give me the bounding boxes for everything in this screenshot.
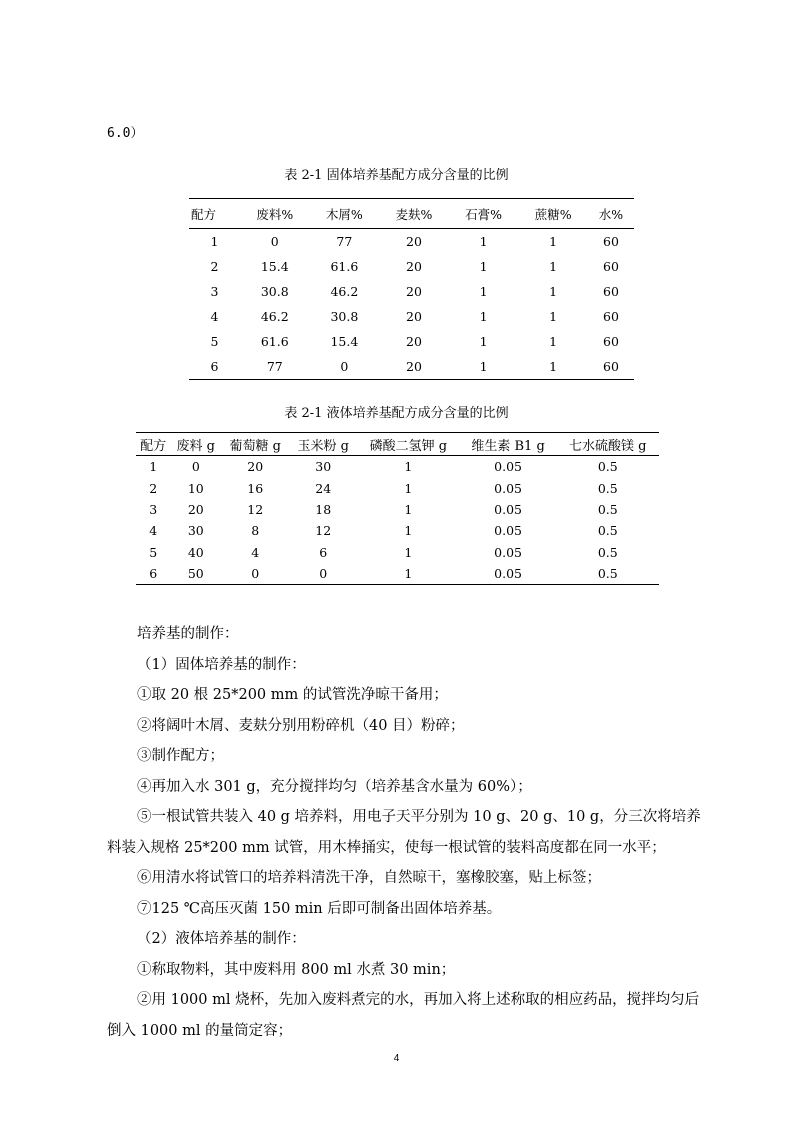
table-cell: 1 bbox=[404, 544, 413, 560]
table-cell: 8 bbox=[251, 523, 260, 539]
table-cell: 1 bbox=[404, 459, 413, 475]
solid-medium-table bbox=[189, 198, 634, 380]
table-cell: 5 bbox=[210, 334, 219, 349]
table-row bbox=[189, 229, 634, 255]
table-cell: 20 bbox=[406, 259, 422, 274]
paragraph: 培养基的制作： bbox=[137, 626, 239, 642]
table-cell: 15.4 bbox=[330, 334, 359, 349]
table-cell: 16 bbox=[247, 480, 264, 496]
table-cell: 40 bbox=[187, 544, 204, 560]
table-cell: 60 bbox=[603, 309, 619, 324]
page-number: 4 bbox=[393, 1053, 400, 1064]
table-cell: 4 bbox=[210, 309, 219, 324]
table-cell: 0 bbox=[251, 566, 260, 582]
table-cell: 20 bbox=[406, 284, 422, 299]
table-cell: 24 bbox=[315, 480, 332, 496]
table-cell: 61.6 bbox=[260, 334, 289, 349]
table-cell: 30.8 bbox=[260, 284, 289, 299]
liquid-medium-table bbox=[136, 432, 659, 585]
table-cell: 1 bbox=[479, 234, 488, 249]
table-cell: 6 bbox=[210, 359, 219, 374]
table-cell: 77 bbox=[336, 234, 353, 249]
table-row bbox=[136, 563, 659, 585]
table-cell: 1 bbox=[479, 334, 488, 349]
table-cell: 30 bbox=[315, 459, 332, 475]
table-cell: 61.6 bbox=[330, 259, 359, 274]
table-cell: 15.4 bbox=[260, 259, 289, 274]
table-cell: 0.5 bbox=[597, 459, 618, 475]
paragraph: ②用 1000 ml 烧杯，先加入废料煮完的水，再加入将上述称取的相应药品，搅拌均匀后倒入 1000 ml 的量筒定容； bbox=[107, 992, 700, 1039]
table-cell: 0.05 bbox=[494, 501, 522, 517]
paragraph: ⑤一根试管共装入 40 g 培养料，用电子天平分别为 10 g、20 g、10 g，分三次将培养料装入规格 25*200 mm 试管，用木棒捅实，使每一根试管的装料高度都在同一水平； bbox=[107, 809, 701, 856]
table-cell: 6 bbox=[319, 544, 328, 560]
table-cell: 3 bbox=[149, 501, 158, 517]
table2-caption: 表 2-1 液体培养基配方成分含量的比例 bbox=[284, 406, 509, 421]
table-cell: 0 bbox=[319, 566, 328, 582]
table-cell: 20 bbox=[406, 309, 422, 324]
paragraph: ①称取物料，其中废料用 800 ml 水煮 30 min； bbox=[137, 961, 456, 978]
table-row bbox=[189, 279, 634, 304]
column-header: 麦麸% bbox=[379, 199, 449, 229]
table-cell: 12 bbox=[315, 523, 332, 539]
paragraph: ③制作配方； bbox=[137, 748, 224, 764]
table-cell: 1 bbox=[210, 234, 219, 249]
table-cell: 6 bbox=[149, 566, 158, 582]
paragraph: ②将阔叶木屑、麦麸分别用粉碎机（40 目）粉碎； bbox=[137, 717, 465, 734]
table-cell: 10 bbox=[187, 480, 204, 496]
table-cell: 5 bbox=[149, 544, 158, 560]
column-header: 水% bbox=[588, 199, 634, 229]
paragraph: ①取 20 根 25*200 mm 的试管洗净晾干备用； bbox=[137, 687, 448, 703]
table-cell: 50 bbox=[187, 566, 204, 582]
paragraph: （2）液体培养基的制作： bbox=[137, 931, 306, 947]
paragraph: ⑦125 ℃高压灭菌 150 min 后即可制备出固体培养基。 bbox=[137, 900, 502, 917]
table-cell: 1 bbox=[479, 359, 488, 374]
paragraph: （1）固体培养基的制作： bbox=[137, 656, 306, 673]
table-cell: 12 bbox=[247, 501, 264, 517]
table-cell: 1 bbox=[149, 459, 158, 475]
column-header: 玉米粉 g bbox=[289, 433, 357, 456]
table-cell: 77 bbox=[266, 359, 283, 374]
table-cell: 20 bbox=[406, 359, 422, 374]
table-cell: 1 bbox=[549, 259, 558, 274]
table-cell: 60 bbox=[603, 284, 619, 299]
table-cell: 20 bbox=[406, 234, 422, 249]
table-cell: 4 bbox=[251, 544, 260, 560]
table-cell: 0 bbox=[191, 459, 200, 475]
table-cell: 60 bbox=[603, 234, 619, 249]
table-cell: 0.05 bbox=[494, 566, 522, 582]
table-cell: 1 bbox=[404, 566, 413, 582]
table-cell: 0.05 bbox=[494, 459, 522, 475]
table-cell: 1 bbox=[549, 284, 558, 299]
table-cell: 1 bbox=[479, 259, 488, 274]
table-cell: 30 bbox=[187, 523, 204, 539]
column-header: 配方 bbox=[189, 199, 240, 229]
column-header: 配方 bbox=[136, 433, 170, 456]
table-cell: 1 bbox=[479, 309, 488, 324]
table-cell: 0.5 bbox=[597, 501, 618, 517]
column-header: 维生素 B1 g bbox=[460, 433, 557, 456]
table-cell: 1 bbox=[549, 309, 558, 324]
table-row bbox=[189, 304, 634, 329]
table-header-row bbox=[136, 433, 659, 456]
table-cell: 0.05 bbox=[494, 480, 522, 496]
table-cell: 0.5 bbox=[597, 566, 618, 582]
lead-text: 6.0） bbox=[107, 126, 144, 141]
table-cell: 0 bbox=[340, 359, 349, 374]
column-header: 七水硫酸镁 g bbox=[557, 433, 659, 456]
column-header: 废料 g bbox=[170, 433, 221, 456]
body-text bbox=[107, 619, 712, 1046]
table-cell: 4 bbox=[149, 523, 158, 539]
table-row bbox=[136, 456, 659, 478]
column-header: 葡萄糖 g bbox=[221, 433, 289, 456]
table-cell: 1 bbox=[549, 359, 558, 374]
table-header-row bbox=[189, 199, 634, 229]
table-row bbox=[136, 542, 659, 563]
table-cell: 2 bbox=[210, 259, 219, 274]
table-cell: 2 bbox=[149, 480, 158, 496]
table-row bbox=[189, 354, 634, 380]
table-cell: 0.05 bbox=[494, 544, 522, 560]
column-header: 石膏% bbox=[449, 199, 519, 229]
table-row bbox=[136, 499, 659, 520]
paragraph: ⑥用清水将试管口的培养料清洗干净，自然晾干，塞橡胶塞，贴上标签； bbox=[137, 870, 601, 886]
table-cell: 46.2 bbox=[260, 309, 289, 324]
table-cell: 1 bbox=[479, 284, 488, 299]
table-row bbox=[136, 477, 659, 498]
table-cell: 30.8 bbox=[330, 309, 359, 324]
table-cell: 20 bbox=[247, 459, 264, 475]
table-row bbox=[189, 329, 634, 354]
table-cell: 0 bbox=[270, 234, 279, 249]
table-cell: 0.5 bbox=[597, 523, 618, 539]
table-cell: 46.2 bbox=[330, 284, 359, 299]
table-cell: 60 bbox=[603, 359, 619, 374]
table-cell: 1 bbox=[549, 234, 558, 249]
table-cell: 0.5 bbox=[597, 480, 618, 496]
table-cell: 20 bbox=[187, 501, 204, 517]
table-cell: 1 bbox=[549, 334, 558, 349]
table-cell: 60 bbox=[603, 334, 619, 349]
table-cell: 1 bbox=[404, 523, 413, 539]
table1-caption: 表 2-1 固体培养基配方成分含量的比例 bbox=[284, 168, 509, 183]
table-cell: 0.05 bbox=[494, 523, 522, 539]
table-cell: 18 bbox=[315, 501, 332, 517]
column-header: 废料% bbox=[240, 199, 310, 229]
paragraph: ④再加入水 301 g，充分搅拌均匀（培养基含水量为 60%）； bbox=[137, 778, 532, 795]
table-cell: 3 bbox=[210, 284, 219, 299]
column-header: 磷酸二氢钾 g bbox=[357, 433, 459, 456]
table-row bbox=[136, 520, 659, 541]
column-header: 木屑% bbox=[310, 199, 380, 229]
table-cell: 1 bbox=[404, 501, 413, 517]
column-header: 蔗糖% bbox=[518, 199, 588, 229]
table-cell: 60 bbox=[603, 259, 619, 274]
table-cell: 0.5 bbox=[597, 544, 618, 560]
table-cell: 20 bbox=[406, 334, 422, 349]
table-row bbox=[189, 254, 634, 279]
table-cell: 1 bbox=[404, 480, 413, 496]
